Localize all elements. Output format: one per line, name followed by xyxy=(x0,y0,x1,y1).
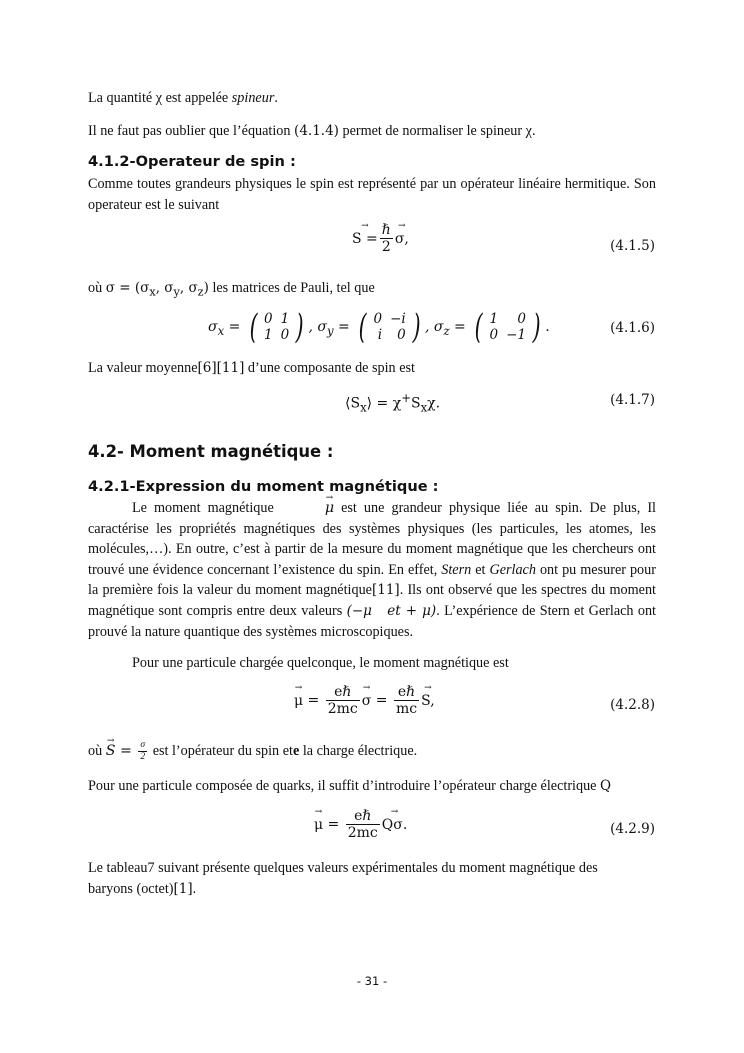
spin-operator-paragraph: Comme toutes grandeurs physiques le spin est représenté par un opérateur linéaire hermitique. Son operateur est le suivant xyxy=(88,176,656,213)
equation-label-4-1-5: (4.1.5) xyxy=(610,238,655,254)
equation-4-2-9: → μ = $\frac{\text{eℏ}}{2mc}$ → Qσ. xyxy=(314,808,407,841)
equation-4-2-8: → μ = $\frac{\text{eℏ}}{2mc}$ → σ = $\frac{\text{eℏ}}{mc}$ → S, xyxy=(294,684,435,717)
pauli-matrix-x: ( 0 1 1 0 ) xyxy=(249,307,304,347)
matrix-entry: 1 xyxy=(264,327,273,343)
intro-line-2: Il ne faut pas oublier que l’équation (4.1.4) permet de normaliser le spineur χ. xyxy=(88,123,536,139)
page-number: - 31 - xyxy=(356,974,388,988)
matrix-cells xyxy=(369,311,409,343)
spineur-term: spineur xyxy=(231,90,275,106)
equation-4-1-7: $⟨S_x⟩ = \chi^+S_x\chi$. xyxy=(345,391,441,415)
matrix-entry: i xyxy=(377,327,383,343)
pauli-matrix-y: ( 0 −i i 0 ) xyxy=(358,307,421,347)
equation-label-4-1-6: (4.1.6) xyxy=(610,320,655,336)
spin-operator-definition-line: où → S = $\frac{\sigma}{2}$ est l’opérateur du spin ete la charge électrique. xyxy=(88,740,656,763)
equation-label-4-2-9: (4.2.9) xyxy=(610,821,655,837)
quark-particle-line: Pour une particule composée de quarks, il suffit d’introduire l’opérateur charge électrique Q xyxy=(88,778,612,794)
matrix-entry: 0 xyxy=(280,327,290,343)
pauli-line: où $\sigma = (\sigma_x$, $\sigma_y$, $\sigma_z$) les matrices de Pauli, tel que xyxy=(88,280,375,299)
table-intro-paragraph: Le tableau7 suivant présente quelques valeurs expérimentales du moment magnétique des baryons (octet)[1]. xyxy=(88,860,598,897)
matrix-cells xyxy=(486,311,531,343)
pauli-matrix-z: ( 1 0 0 −1 ) xyxy=(474,307,541,347)
matrix-entry: 0 xyxy=(397,327,406,343)
equation-label-4-1-7: (4.1.7) xyxy=(610,392,655,408)
equation-ref: (4.1.4) xyxy=(294,123,339,139)
matrix-entry: −1 xyxy=(506,327,526,343)
matrix-entry: 0 xyxy=(489,327,499,343)
section-heading-4-1-2: 4.1.2-Operateur de spin : xyxy=(88,153,296,170)
intro-line-1: La quantité χ est appelée spineur. xyxy=(88,90,278,106)
matrix-cells xyxy=(260,311,293,343)
section-heading-4-2-1: 4.2.1-Expression du moment magnétique : xyxy=(88,478,439,495)
magnetic-moment-paragraph: Le moment magnétique → μ est une grandeur physique liée au spin. De plus, Il caractérise les propriétés magnétiques des systèmes physiques (les particules, les atomes, les molécules,…). En outre, c’est à partir de la mesure du moment magnétique que les chercheurs ont trouvé une évidence concernant l’existence du spin. En effet, Stern et Gerlach ont pu mesurer pour la première fois la valeur du moment magnétique[11]. Ils ont observé que les spectres du moment magnétique sont compris entre deux valeurs (−μ et + μ). L’expérience de Stern et Gerlach ont prouvé la nature quantique des systèmes microscopiques. xyxy=(88,498,656,642)
matrix-entry: 0 xyxy=(517,311,526,327)
equation-4-1-5: → S = $\frac{\text{ℏ}}{2}$ → σ, xyxy=(352,222,409,255)
section-heading-4-2: 4.2- Moment magnétique : xyxy=(88,442,334,461)
matrix-entry: −i xyxy=(390,311,406,327)
matrix-entry: 1 xyxy=(280,311,290,327)
matrix-entry: 1 xyxy=(489,311,499,327)
mean-value-line: La valeur moyenne[6][11] d’une composante de spin est xyxy=(88,360,415,376)
charged-particle-line: Pour une particule chargée quelconque, le moment magnétique est xyxy=(132,655,509,671)
equation-label-4-2-8: (4.2.8) xyxy=(610,697,655,713)
matrix-entry: 0 xyxy=(373,311,383,327)
equation-4-1-6: $\sigma_x$ = ( 0 1 1 0 ) , $\sigma_y$ = ( 0 −i i 0 ) , $\sigma_z$ = ( 1 0 0 −1 ) . xyxy=(208,307,550,347)
matrix-entry: 0 xyxy=(264,311,273,327)
